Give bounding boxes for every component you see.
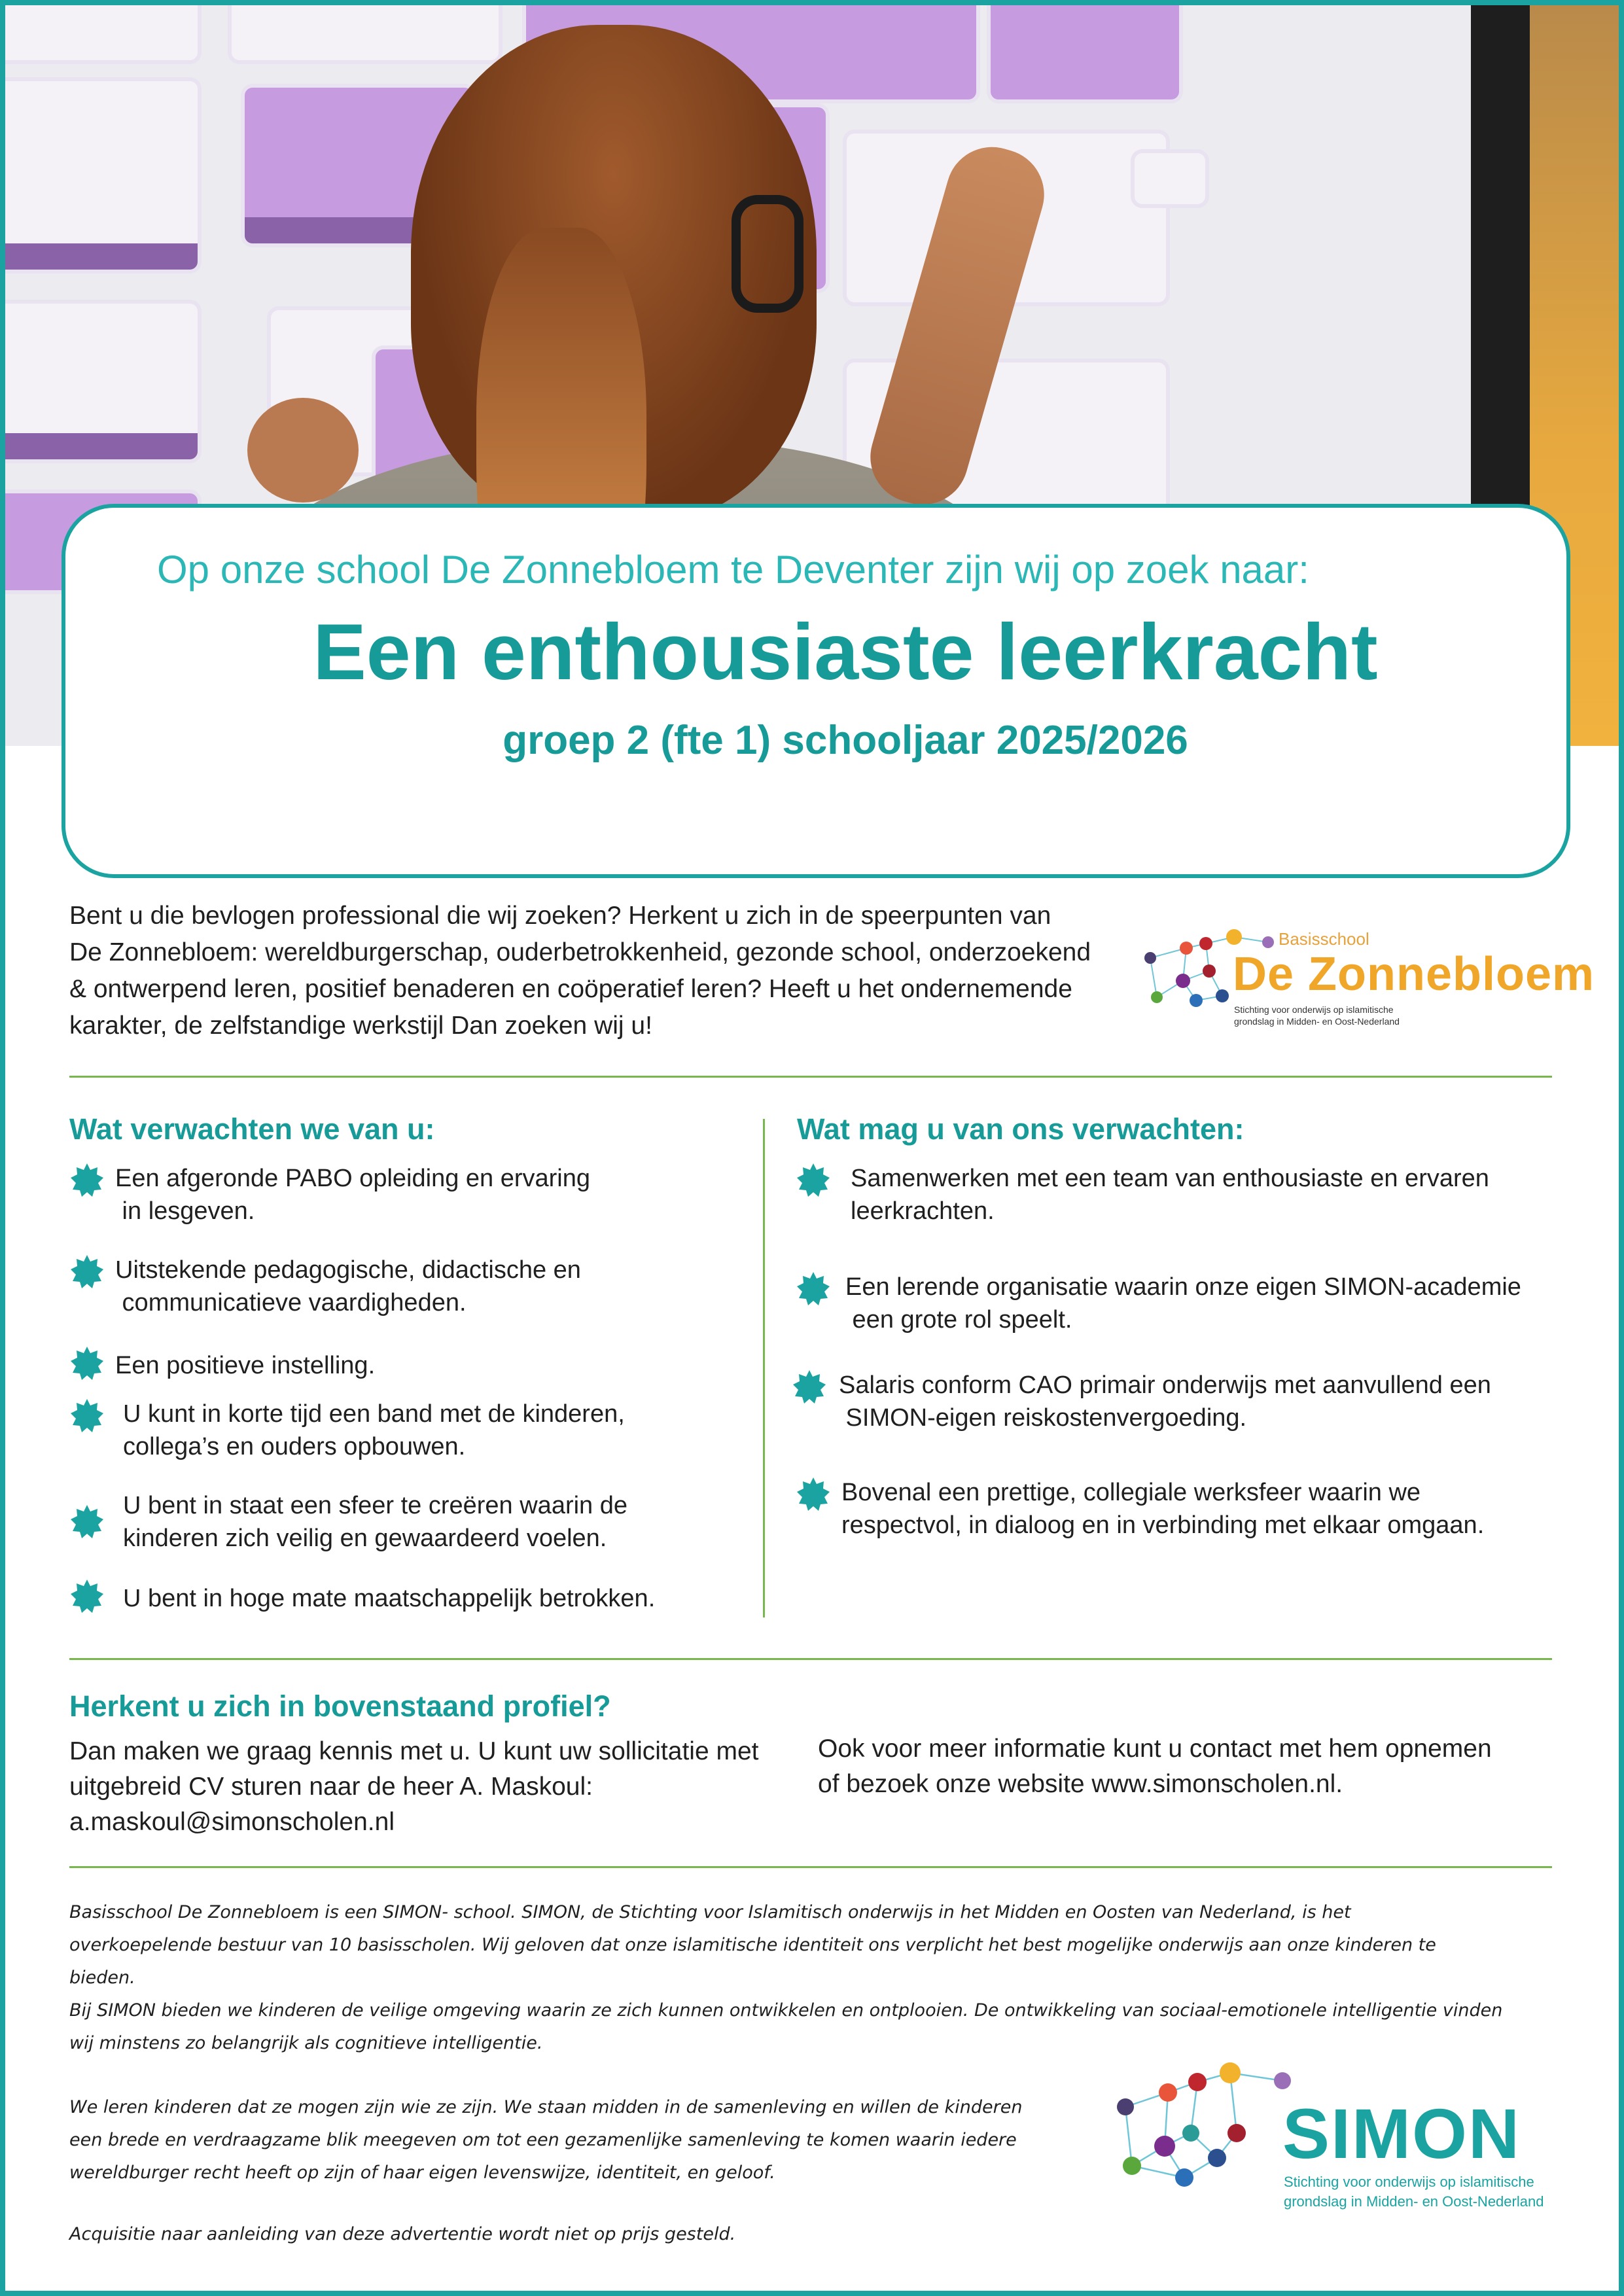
logo-tagline-line: Stichting voor onderwijs op islamitische [1234,1004,1394,1015]
list-item-text: kinderen zich veilig en gewaardeerd voelen. [123,1525,607,1552]
star-bullet-icon [69,1398,105,1433]
intro-line: Bent u die bevlogen professional die wij zoeken? Herkent u zich in de speerpunten van [69,902,1051,930]
footer-disclaimer: Acquisitie naar aanleiding van deze advertentie wordt niet op prijs gesteld. [69,2224,736,2244]
footer-line: overkoepelende bestuur van 10 basisscholen. Wij geloven dat onze islamitische identiteit ons verplicht het best mogelijke onderwijs aan onze kinderen te [69,1935,1436,1955]
list-item-text: Een afgeronde PABO opleiding en ervaring [115,1165,591,1192]
contact-text-left [69,1734,789,1840]
list-item-text: in lesgeven. [115,1197,255,1225]
headline-intro: Op onze school De Zonnebloem te Deventer zijn wij op zoek naar: [157,548,1309,592]
logo-school-type: Basisschool [1279,929,1369,949]
list-item-text: Salaris conform CAO primair onderwijs met aanvullend een [839,1371,1491,1399]
list-item-text: U bent in hoge mate maatschappelijk betrokken. [123,1585,656,1612]
intro-line: De Zonnebloem: wereldburgerschap, ouderbetrokkenheid, gezonde school, onderzoekend [69,938,1091,966]
footer-line: een brede en verdraagzame blik meegeven om tot een gezamenlijke samenleving te komen waarin iedere [69,2130,1017,2150]
list-item-text: communicatieve vaardigheden. [115,1289,467,1316]
list-item-text: SIMON-eigen reiskostenvergoeding. [839,1404,1247,1432]
list-item-text: U kunt in korte tijd een band met de kinderen, [123,1400,625,1428]
contact-line: uitgebreid CV sturen naar de heer A. Maskoul: [69,1773,593,1801]
star-bullet-icon [69,1345,105,1381]
intro-paragraph [69,898,1129,1044]
logo-school-tagline [1234,1004,1443,1027]
offer-column [797,1112,1549,1162]
star-bullet-icon [796,1271,831,1306]
intro-line: karakter, de zelfstandige werkstijl Dan zoeken wij u! [69,1012,652,1040]
list-item-text: Samenwerken met een team van enthousiaste en ervaren [851,1165,1489,1192]
list-item-text: een grote rol speelt. [845,1306,1072,1333]
page-title: Een enthousiaste leerkracht [313,607,1378,696]
page-subtitle: groep 2 (fte 1) schooljaar 2025/2026 [503,718,1188,763]
contact-text-right [818,1731,1538,1802]
glasses [732,195,803,313]
footer-about [69,1896,1561,2060]
expectations-column [69,1112,756,1162]
contact-line: of bezoek onze website www.simonscholen.nl. [818,1770,1343,1798]
simon-logo-name: SIMON [1282,2094,1521,2173]
star-bullet-icon [69,1254,105,1289]
footer-line: wij minstens zo belangrijk als cognitieve intelligentie. [69,2033,543,2053]
contact-email[interactable]: a.maskoul@simonscholen.nl [69,1808,395,1836]
intro-line: & ontwerpend leren, positief benaderen en coöperatief leren? Heeft u het ondernemende [69,975,1072,1003]
footer-line: We leren kinderen dat ze mogen zijn wie ze zijn. We staan midden in de samenleving en willen de kinderen [69,2097,1023,2117]
list-item-text: Uitstekende pedagogische, didactische en [115,1256,581,1284]
list-item-text: Een positieve instelling. [115,1352,376,1379]
list-item-text: U bent in staat een sfeer te creëren waarin de [123,1492,628,1519]
list-item-text: respectvol, in dialoog en in verbinding met elkaar omgaan. [841,1511,1485,1539]
footer-line: Bij SIMON bieden we kinderen de veilige omgeving waarin ze zich kunnen ontwikkelen en ontplooien. De ontwikkeling van sociaal-emotionele intelligentie vinden [69,2000,1503,2021]
divider [69,1658,1552,1660]
footer-line: bieden. [69,1968,135,1988]
list-item-text: leerkrachten. [851,1197,995,1225]
simon-tagline-line: Stichting voor onderwijs op islamitische [1284,2174,1534,2190]
footer-line: Basisschool De Zonnebloem is een SIMON- school. SIMON, de Stichting voor Islamitisch onderwijs in het Midden en Oosten van Nederland, is het [69,1902,1351,1922]
expectations-heading: Wat verwachten we van u: [69,1112,435,1146]
list-item-text: collega’s en ouders opbouwen. [123,1433,466,1460]
star-bullet-icon [792,1369,827,1404]
logo-school-name: De Zonnebloem [1233,948,1595,1000]
divider [69,1866,1552,1868]
contact-line: Ook voor meer informatie kunt u contact met hem opnemen [818,1735,1492,1763]
simon-logo-tagline [1284,2172,1572,2212]
contact-heading: Herkent u zich in bovenstaand profiel? [69,1689,611,1723]
list-item-text: Bovenal een prettige, collegiale werksfeer waarin we [841,1479,1421,1506]
star-bullet-icon [796,1476,831,1511]
star-bullet-icon [69,1578,105,1614]
divider [69,1076,1552,1078]
contact-line: Dan maken we graag kennis met u. U kunt uw sollicitatie met [69,1737,759,1765]
headline-box [62,504,1570,878]
star-bullet-icon [796,1162,831,1197]
footer-line: wereldburger recht heeft op zijn of haar eigen levenswijze, identiteit, en geloof. [69,2163,775,2183]
star-bullet-icon [69,1162,105,1197]
column-divider [763,1119,765,1617]
star-bullet-icon [69,1504,105,1539]
logo-tagline-line: grondslag in Midden- en Oost-Nederland [1234,1016,1400,1027]
girl-hand [247,398,359,503]
simon-tagline-line: grondslag in Midden- en Oost-Nederland [1284,2193,1544,2210]
list-item-text: Een lerende organisatie waarin onze eigen SIMON-academie [845,1273,1521,1301]
footer-mission [69,2091,1116,2189]
offer-heading: Wat mag u van ons verwachten: [797,1112,1244,1146]
